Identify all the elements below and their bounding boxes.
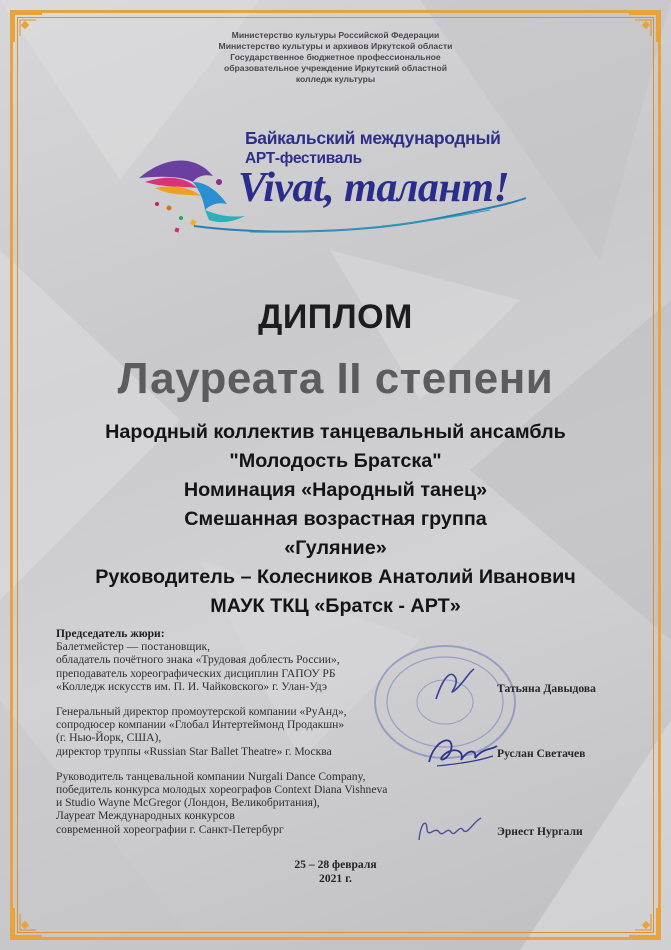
jury-member-text: и Studio Wayne McGregor (Лондон, Великобритания), xyxy=(56,796,320,810)
jury-member-text: Руководитель танцевальной компании Nurgali Dance Company, xyxy=(56,769,366,783)
signature-icon xyxy=(415,812,485,847)
event-date-range: 25 – 28 февраля xyxy=(294,858,377,871)
ministry-line: Государственное бюджетное профессиональное xyxy=(230,52,441,62)
jury-member-text: преподаватель хореографических дисциплин ГАПОУ РБ xyxy=(56,666,336,680)
festival-swoosh-icon xyxy=(190,196,530,236)
ministry-line: Министерство культуры и архивов Иркутской области xyxy=(218,41,453,51)
jury-member-text: сопродюсер компании «Глобал Интертеймонд Продакшн» xyxy=(56,718,345,732)
award-line: Народный коллектив танцевальный ансамбль xyxy=(105,421,566,443)
award-line: Смешанная возрастная группа xyxy=(184,508,487,530)
festival-slogan: Vivat, талант! xyxy=(238,165,510,211)
jury-member-name: Татьяна Давыдова xyxy=(497,682,596,695)
event-year: 2021 г. xyxy=(319,872,352,885)
festival-name-line: Байкальский международный xyxy=(245,128,501,148)
jury-member-name: Эрнест Нургали xyxy=(497,825,583,838)
award-line: МАУК ТКЦ «Братск - АРТ» xyxy=(210,595,461,617)
award-line: «Гуляние» xyxy=(284,537,387,559)
jury-member-text: «Колледж искусств им. П. И. Чайковского» г. Улан-Удэ xyxy=(56,679,327,693)
jury-member-name: Руслан Светачев xyxy=(497,747,586,760)
diploma-degree: Лауреата II степени xyxy=(117,354,554,403)
jury-member-text: современной хореографии г. Санкт-Петербург xyxy=(56,822,284,836)
jury-member-text: директор труппы «Russian Star Ballet Theatre» г. Москва xyxy=(56,744,332,758)
event-dates xyxy=(0,858,671,886)
jury-member-text: Балетмейстер — постановщик, xyxy=(56,640,211,654)
jury-member-text: (г. Нью-Йорк, США), xyxy=(56,731,162,745)
signature-icon xyxy=(425,728,500,773)
corner-ornament-icon xyxy=(625,904,659,938)
jury-block xyxy=(56,627,476,848)
signature-icon xyxy=(430,665,480,705)
award-line: Номинация «Народный танец» xyxy=(183,479,488,501)
jury-member-text: обладатель почётного знака «Трудовая доблесть России», xyxy=(56,653,340,667)
jury-chair-label: Председатель жюри: xyxy=(56,627,165,640)
ministry-header xyxy=(0,30,671,85)
diploma-title: ДИПЛОМ xyxy=(258,298,413,336)
ministry-line: образовательное учреждение Иркутский областной xyxy=(224,63,447,73)
corner-ornament-icon xyxy=(12,904,46,938)
jury-member-text: Генеральный директор промоутерской компании «РуАнд», xyxy=(56,705,347,719)
ministry-line: колледж культуры xyxy=(295,74,376,84)
award-details xyxy=(0,418,671,621)
jury-member-text: Лауреат Международных конкурсов xyxy=(56,809,235,823)
award-line: "Молодость Братска" xyxy=(229,450,442,472)
jury-member-text: победитель конкурса молодых хореографов Context Diana Vishneva xyxy=(56,783,388,797)
festival-name-line: АРТ-фестиваль xyxy=(245,150,362,167)
ministry-line: Министерство культуры Российской Федерации xyxy=(231,30,440,40)
award-line: Руководитель – Колесников Анатолий Иванович xyxy=(95,566,576,588)
